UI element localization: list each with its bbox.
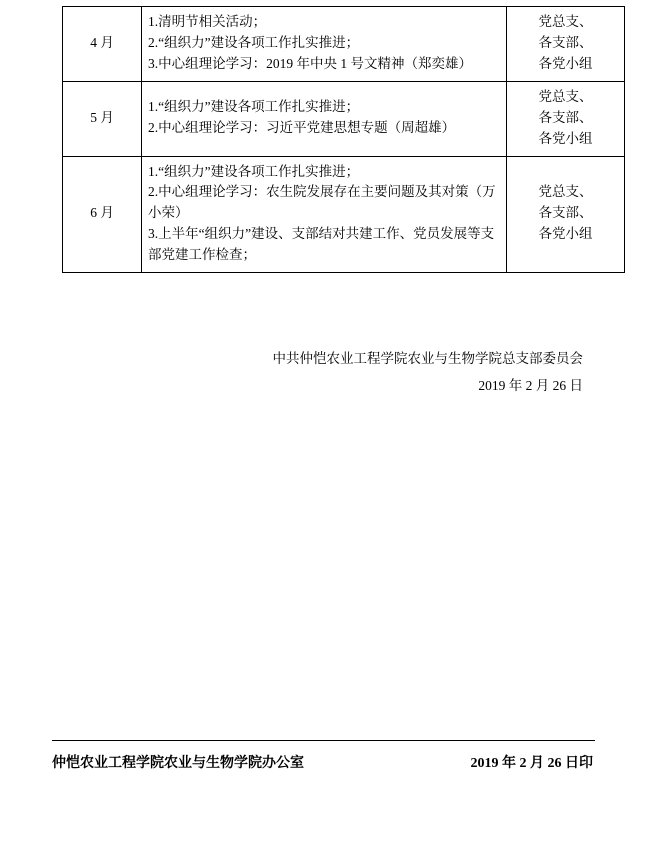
signature-date: 2019 年 2 月 26 日 bbox=[478, 378, 583, 393]
row-month-cell bbox=[63, 81, 142, 156]
owner-line: 各党小组 bbox=[538, 226, 593, 242]
content-line: 1.“组织力”建设各项工作扎实推进； bbox=[148, 163, 360, 179]
content-line: 3.中心组理论学习：2019 年中央 1 号文精神（郑奕雄） bbox=[148, 55, 472, 71]
owner-line: 各党小组 bbox=[538, 55, 593, 71]
content-line: 1.清明节相关活动； bbox=[148, 14, 267, 29]
work-schedule-table bbox=[62, 6, 625, 273]
content-line: 2.中心组理论学习：农生院发展存在主要问题及其对策（万小荣） bbox=[148, 184, 496, 221]
table-row bbox=[63, 7, 625, 82]
signature-block bbox=[62, 345, 585, 399]
owner-line: 党总支、 bbox=[538, 88, 593, 104]
content-line: 1.“组织力”建设各项工作扎实推进； bbox=[148, 99, 360, 115]
owner-line: 党总支、 bbox=[538, 14, 593, 29]
row-month-cell bbox=[63, 7, 142, 82]
footer-divider bbox=[52, 740, 595, 741]
footer-print-date: 2019 年 2 月 26 日印 bbox=[470, 756, 593, 771]
owner-line: 各支部、 bbox=[538, 205, 593, 221]
row-owner-cell bbox=[507, 7, 625, 82]
month-label: 4 月 bbox=[90, 34, 114, 50]
row-owner-cell bbox=[507, 156, 625, 273]
content-line: 3.上半年“组织力”建设、支部结对共建工作、党员发展等支部党建工作检查； bbox=[148, 226, 495, 263]
owner-line: 各支部、 bbox=[538, 34, 593, 50]
month-label: 6 月 bbox=[90, 205, 114, 221]
content-line: 2.中心组理论学习：习近平党建思想专题（周超雄） bbox=[148, 120, 456, 136]
owner-line: 党总支、 bbox=[538, 184, 593, 200]
month-label: 5 月 bbox=[90, 109, 114, 125]
row-content-cell bbox=[142, 81, 507, 156]
page-footer bbox=[52, 752, 595, 772]
table-row bbox=[63, 81, 625, 156]
row-owner-cell bbox=[507, 81, 625, 156]
owner-line: 各党小组 bbox=[538, 130, 593, 146]
row-content-cell bbox=[142, 156, 507, 273]
owner-line: 各支部、 bbox=[538, 109, 593, 125]
signature-organization: 中共仲恺农业工程学院农业与生物学院总支部委员会 bbox=[272, 351, 583, 366]
footer-issuer: 仲恺农业工程学院农业与生物学院办公室 bbox=[52, 756, 304, 771]
row-content-cell bbox=[142, 7, 507, 82]
row-month-cell bbox=[63, 156, 142, 273]
content-line: 2.“组织力”建设各项工作扎实推进； bbox=[148, 34, 360, 50]
table-row bbox=[63, 156, 625, 273]
